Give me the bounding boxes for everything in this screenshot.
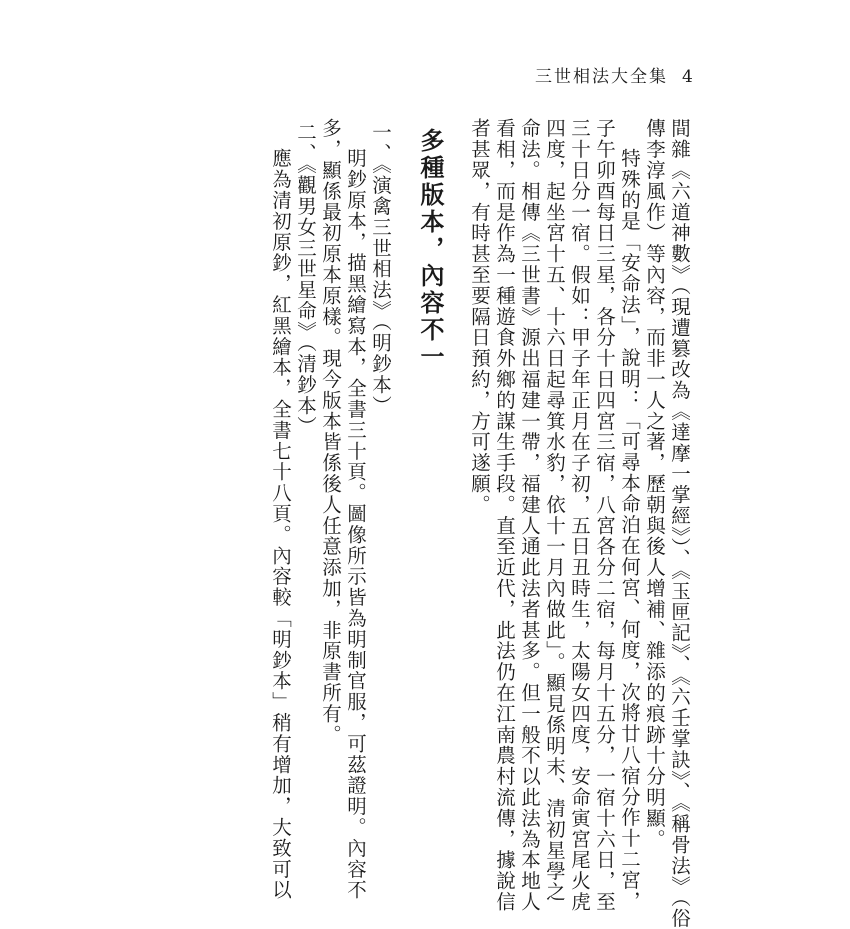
text-line: 特殊的是「安命法」，說明：「可尋本命泊在何宮、何度，次將廿八宿分作十二宮，: [618, 148, 641, 912]
text-line: 四度，起坐宮十五、十六日起尋箕水豹，依十一月內做此」。顯見係明末、清初星學之: [543, 118, 566, 903]
page-number: 4: [682, 67, 695, 87]
version-title: 二、《觀男女三世星命》（清鈔本）: [294, 122, 317, 437]
text-line: 命法。相傳《三世書》源出福建一帶，福建人通此法者甚多。但一般不以此法為本地人: [518, 118, 541, 913]
text-line: 看相，而是作為一種遊食外鄉的謀生手段。直至近代，此法仍在江南農村流傳，據說信: [493, 118, 516, 913]
version-title: 一、《演禽三世相法》（明鈔本）: [369, 122, 392, 416]
text-line: 明鈔原本，描黑繪寫本，全書三十頁。圖像所示皆為明制官服，可茲證明。內容不: [344, 148, 367, 901]
text-line: 子午卯酉每日三星，各分十日四宮三宿，八宮各分二宿，每月十五分，一宿十六日，至: [593, 118, 616, 913]
text-line: 應為清初原鈔，紅黑繪本，全書七十八頁。內容較「明鈔本」稍有增加，大致可以: [269, 148, 292, 901]
text-line: 三十日分一宿。假如：甲子年正月在子初，五日丑時生，太陽女四度，安命寅宮尾火虎: [568, 118, 591, 913]
running-header: [535, 62, 695, 87]
text-line: 者甚眾，有時甚至要隔日預約，方可遂願。: [468, 118, 491, 516]
text-line: 傳李淳風作）等內容，而非一人之著，歷朝與後人增補、雜添的痕跡十分明顯。: [643, 118, 666, 850]
text-line: 間雜《六道神數》（現遭篡改為《達摩一掌經》）、《玉匣記》、《六壬掌訣》、《稱骨法》（俗: [668, 118, 691, 929]
book-title: 三世相法大全集: [535, 67, 668, 87]
section-heading: 多種版本，內容不一: [416, 128, 445, 371]
body-text: [268, 118, 692, 929]
text-line: 多，顯係最初原本原樣。現今版本皆係後人任意添加，非原書所有。: [319, 118, 342, 745]
